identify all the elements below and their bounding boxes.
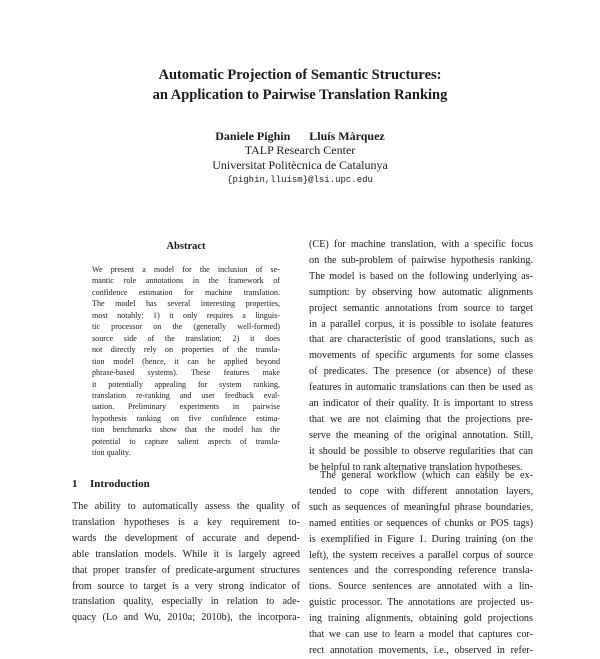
text-line: is exemplified in Figure 1. During training (on the — [309, 533, 533, 545]
text-line: movements of specific arguments for some classes — [309, 350, 533, 362]
text-line: not directly rely on properties of the transla- — [92, 345, 280, 355]
author-email: {pighin,lluism}@lsi.upc.edu — [227, 175, 373, 185]
paper-title-line-2: an Application to Pairwise Translation Ranking — [152, 87, 448, 103]
text-line: tic processor on the (generally well-formed) — [92, 322, 280, 332]
text-line: quacy (Lo and Wu, 2010a; 2010b), the incorpora- — [72, 612, 300, 624]
text-line: from source to target is a very strong indicator of — [72, 580, 300, 592]
text-line: it should be possible to observe regularities that can — [309, 445, 533, 457]
text-line: project semantic annotations from source to target — [309, 302, 533, 314]
text-line: mantic role annotations in the framework of — [92, 276, 280, 286]
text-line: The model has several interesting properties, — [92, 299, 280, 309]
text-line: confidence estimation for machine translation. — [92, 287, 280, 297]
text-line: rect annotation movements, i.e., observed in refer- — [309, 644, 533, 656]
text-line: serve the meaning of the original annotation. Still, — [309, 429, 533, 441]
section-title: Introduction — [90, 478, 150, 490]
text-line: uation. Preliminary experiments in pairwise — [92, 402, 280, 412]
text-line: translation hypotheses is a key requirement to- — [72, 516, 300, 528]
text-line: be helpful to rank alternative translation hypotheses. — [309, 461, 523, 473]
text-line: (CE) for machine translation, with a specific focus — [309, 239, 533, 250]
text-line: The general workflow (which can easily be ex- — [320, 470, 533, 481]
section-number: 1 — [72, 478, 78, 490]
text-line: tion model (hence, it can be applied beyond — [92, 356, 280, 366]
affiliation-line: TALP Research Center — [244, 143, 356, 157]
paper-title-line-1: Automatic Projection of Semantic Structures: — [158, 67, 442, 83]
affiliation-line: Universitat Politècnica de Catalunya — [212, 158, 388, 172]
section-heading — [72, 478, 150, 490]
author-name: Daniele Pighin — [215, 129, 291, 143]
text-line: ing training alignments, obtaining gold projections — [309, 613, 533, 625]
text-line: of predicates. The presence (or absence) of these — [309, 366, 533, 378]
text-line: features in automatic translations can then be used as — [309, 382, 533, 394]
author-name: Lluís Màrquez — [309, 129, 385, 143]
text-line: in a parallel corpus, it is possible to isolate features — [309, 318, 533, 330]
text-line: tion quality. — [92, 448, 131, 458]
text-line: on the sub-problem of pairwise hypothesis ranking. — [309, 254, 533, 266]
author-list — [0, 129, 600, 144]
text-line: We present a model for the inclusion of se- — [92, 265, 280, 274]
text-line: able translation models. While it is largely agreed — [72, 548, 300, 560]
abstract-heading: Abstract — [166, 241, 206, 252]
text-line: hypothesis ranking on five confidence estima- — [92, 413, 280, 423]
text-line: sumption: by observing how automatic alignments — [309, 286, 533, 298]
text-line: left), the system receives a parallel corpus of source — [309, 549, 533, 561]
text-line: named entities or sequences of chunks or POS tags) — [309, 517, 533, 529]
text-line: source side of the translation; 2) it does — [92, 333, 280, 343]
text-line: The model is based on the following underlying as- — [309, 270, 533, 282]
text-line: that are characteristic of good translations, such as — [309, 334, 533, 346]
text-line: that we can use to learn a model that captures cor- — [309, 629, 533, 640]
text-line: that proper transfer of predicate-argument structures — [72, 564, 300, 576]
text-line: that we are not claiming that the projections pre- — [309, 413, 533, 425]
text-line: such as sequences of meaningful phrase boundaries, — [309, 501, 533, 513]
text-line: tion benchmarks show that the model has the — [92, 425, 280, 435]
text-line: wards the development of accurate and depend- — [72, 532, 300, 544]
text-line: sentences and the corresponding reference transla- — [309, 565, 533, 577]
text-line: tions. Source sentences are annotated with a lin- — [309, 581, 533, 593]
text-line: The ability to automatically assess the quality of — [72, 501, 300, 512]
text-line: translation re-ranking and user feedback eval- — [92, 390, 280, 400]
text-line: tended to cope with different annotation layers, — [309, 485, 533, 497]
text-line: most notably: 1) it only requires a linguis- — [92, 310, 280, 320]
text-line: potential to capture salient aspects of transla- — [92, 436, 280, 446]
text-line: guistic processor. The annotations are projected us- — [309, 597, 533, 609]
text-line: phrase-based systems). These features make — [92, 368, 280, 378]
text-line: translation quality, especially in relation to ade- — [72, 596, 300, 608]
text-line: it potentially appealing for system ranking, — [92, 379, 280, 389]
text-line: an indicator of their quality. It is important to stress — [309, 398, 533, 409]
